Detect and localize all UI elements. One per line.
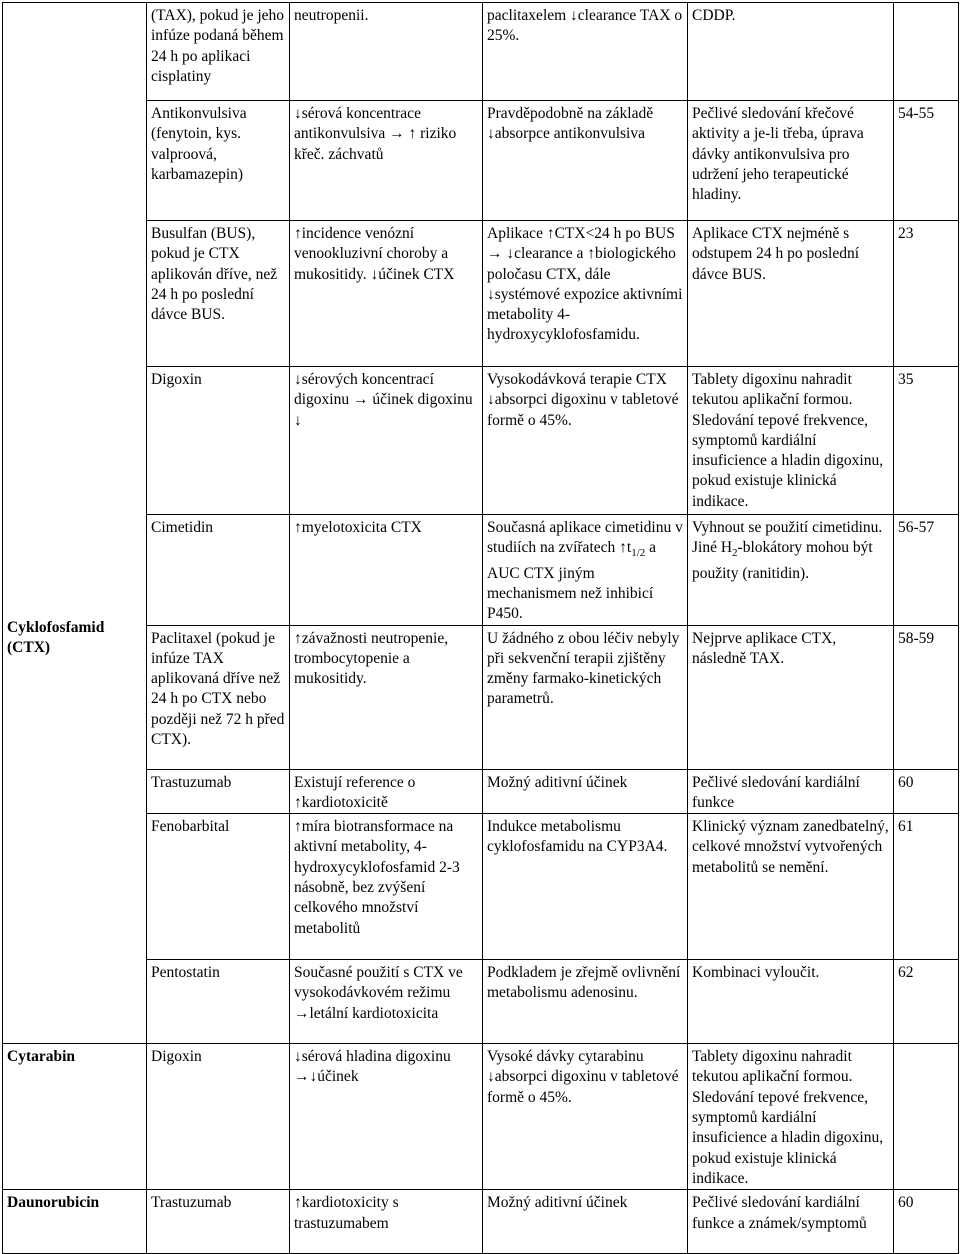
mechanism-cell: paclitaxelem ↓clearance TAX o 25%. xyxy=(483,3,688,101)
table-row xyxy=(3,367,959,515)
table-row xyxy=(3,101,959,221)
recommendation-cell: Tablety digoxinu nahradit tekutou aplikační formou. Sledování tepové frekvence, symptomů kardiální insuficience a hladin digoxinu, pokud existuje klinická indikace. xyxy=(688,1044,894,1190)
table-row xyxy=(3,769,959,814)
reference-cell: 58-59 xyxy=(894,625,959,769)
table-row xyxy=(3,960,959,1044)
effect-cell: ↑kardiotoxicity s trastuzumabem xyxy=(290,1190,483,1254)
mechanism-cell: Současná aplikace cimetidinu v studiích na zvířatech $↑t_{1/2}$ a AUC CTX jiným mechanismem než inhibicí P450. xyxy=(483,515,688,626)
effect-cell: Současné použití s CTX ve vysokodávkovém režimu →letální kardiotoxicita xyxy=(290,960,483,1044)
table-row xyxy=(3,625,959,769)
mechanism-cell: Možný aditivní účinek xyxy=(483,1190,688,1254)
mechanism-cell: Podkladem je zřejmě ovlivnění metabolismu adenosinu. xyxy=(483,960,688,1044)
recommendation-cell: Pečlivé sledování kardiální funkce a známek/symptomů xyxy=(688,1190,894,1254)
interacting-drug-cell: Pentostatin xyxy=(147,960,290,1044)
interacting-drug-cell: Busulfan (BUS), pokud je CTX aplikován dříve, než 24 h po poslední dávce BUS. xyxy=(147,221,290,367)
reference-cell: 54-55 xyxy=(894,101,959,221)
reference-cell: 62 xyxy=(894,960,959,1044)
interacting-drug-cell: Fenobarbital xyxy=(147,814,290,960)
interacting-drug-cell: Antikonvulsiva (fenytoin, kys. valproová, karbamazepin) xyxy=(147,101,290,221)
recommendation-cell: Tablety digoxinu nahradit tekutou aplikační formou. Sledování tepové frekvence, symptomů kardiální insuficience a hladin digoxinu, pokud existuje klinická indikace. xyxy=(688,367,894,515)
interaction-table xyxy=(2,2,959,1254)
interacting-drug-cell: Trastuzumab xyxy=(147,769,290,814)
reference-cell: 23 xyxy=(894,221,959,367)
mechanism-cell: Vysoké dávky cytarabinu ↓absorpci digoxinu v tabletové formě o 45%. xyxy=(483,1044,688,1190)
reference-cell: 56-57 xyxy=(894,515,959,626)
interacting-drug-cell: Digoxin xyxy=(147,367,290,515)
recommendation-cell: Pečlivé sledování křečové aktivity a je-li třeba, úprava dávky antikonvulsiva pro udržení jeho terapeutické hladiny. xyxy=(688,101,894,221)
interacting-drug-cell: Digoxin xyxy=(147,1044,290,1190)
table-row xyxy=(3,3,959,101)
recommendation-cell: Kombinaci vyloučit. xyxy=(688,960,894,1044)
mechanism-cell: Možný aditivní účinek xyxy=(483,769,688,814)
recommendation-cell: Aplikace CTX nejméně s odstupem 24 h po poslední dávce BUS. xyxy=(688,221,894,367)
reference-cell xyxy=(894,1044,959,1190)
drug-cell: Cyklofosfamid (CTX) xyxy=(3,3,147,1044)
effect-cell: ↑incidence venózní venookluzivní choroby a mukositidy. ↓účinek CTX xyxy=(290,221,483,367)
mechanism-cell: Pravděpodobně na základě ↓absorpce antikonvulsiva xyxy=(483,101,688,221)
table-row xyxy=(3,814,959,960)
interacting-drug-cell: (TAX), pokud je jeho infúze podaná během 24 h po aplikaci cisplatiny xyxy=(147,3,290,101)
recommendation-cell: CDDP. xyxy=(688,3,894,101)
recommendation-cell: Klinický význam zanedbatelný, celkové množství vytvořených metabolitů se nemění. xyxy=(688,814,894,960)
effect-cell: Existují reference o ↑kardiotoxicitě xyxy=(290,769,483,814)
reference-cell: 61 xyxy=(894,814,959,960)
effect-cell: ↑závažnosti neutropenie, trombocytopenie a mukositidy. xyxy=(290,625,483,769)
table-row xyxy=(3,221,959,367)
mechanism-cell: Aplikace ↑CTX<24 h po BUS → ↓clearance a ↑biologického poločasu CTX, dále ↓systémové expozice aktivními metabolity 4-hydroxycyklofosfamidu. xyxy=(483,221,688,367)
mechanism-cell: U žádného z obou léčiv nebyly při sekvenční terapii zjištěny změny farmako-kinetických parametrů. xyxy=(483,625,688,769)
drug-cell: Cytarabin xyxy=(3,1044,147,1190)
table-row xyxy=(3,515,959,626)
effect-cell: neutropenii. xyxy=(290,3,483,101)
recommendation-cell: Nejprve aplikace CTX, následně TAX. xyxy=(688,625,894,769)
effect-cell: ↓sérových koncentrací digoxinu → účinek digoxinu ↓ xyxy=(290,367,483,515)
reference-cell: 60 xyxy=(894,769,959,814)
mechanism-cell: Vysokodávková terapie CTX ↓absorpci digoxinu v tabletové formě o 45%. xyxy=(483,367,688,515)
interacting-drug-cell: Cimetidin xyxy=(147,515,290,626)
reference-cell xyxy=(894,3,959,101)
recommendation-cell: Vyhnout se použití cimetidinu. Jiné $H_2$-blokátory mohou být použity (ranitidin). xyxy=(688,515,894,626)
drug-cell: Daunorubicin xyxy=(3,1190,147,1254)
reference-cell: 60 xyxy=(894,1190,959,1254)
effect-cell: ↓sérová koncentrace antikonvulsiva → ↑ riziko křeč. záchvatů xyxy=(290,101,483,221)
interacting-drug-cell: Trastuzumab xyxy=(147,1190,290,1254)
recommendation-cell: Pečlivé sledování kardiální funkce xyxy=(688,769,894,814)
effect-cell: ↓sérová hladina digoxinu →↓účinek xyxy=(290,1044,483,1190)
mechanism-cell: Indukce metabolismu cyklofosfamidu na CYP3A4. xyxy=(483,814,688,960)
table-row xyxy=(3,1190,959,1254)
reference-cell: 35 xyxy=(894,367,959,515)
effect-cell: ↑myelotoxicita CTX xyxy=(290,515,483,626)
effect-cell: ↑míra biotransformace na aktivní metabolity, 4-hydroxycyklofosfamid 2-3 násobně, bez zvýšení celkového množství metabolitů xyxy=(290,814,483,960)
interacting-drug-cell: Paclitaxel (pokud je infúze TAX aplikovaná dříve než 24 h po CTX nebo později než 72 h před CTX). xyxy=(147,625,290,769)
table-row xyxy=(3,1044,959,1190)
